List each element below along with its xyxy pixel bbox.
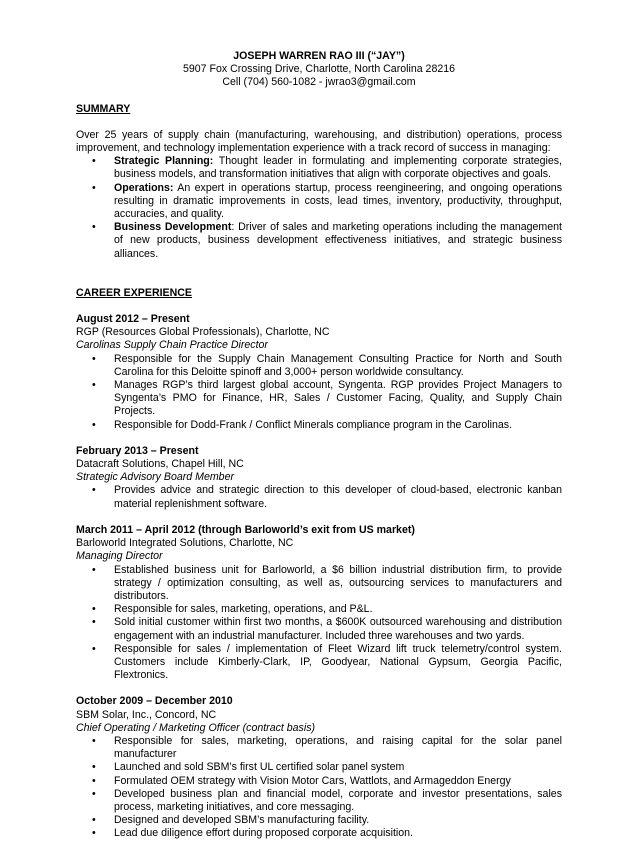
job-bullet: • Responsible for the Supply Chain Management Consulting Practice for North and South Carolina for this Deloitte spinoff and 3,000+ person worldwide consultancy. — [114, 353, 562, 379]
job-title: Carolinas Supply Chain Practice Director — [76, 339, 268, 352]
job-bullets — [76, 353, 562, 432]
job-company: SBM Solar, Inc., Concord, NC — [76, 708, 217, 721]
candidate-contact: Cell (704) 560-1082 - jwrao3@gmail.com — [222, 76, 416, 89]
bullet-lead: Operations: — [114, 181, 174, 194]
summary-bullet — [114, 221, 562, 261]
job-entry — [76, 445, 562, 511]
summary-heading: SUMMARY — [76, 102, 131, 115]
job-bullets — [76, 735, 562, 841]
job-company: Datacraft Solutions, Chapel Hill, NC — [76, 458, 244, 471]
job-dates: August 2012 – Present — [76, 313, 190, 326]
job-bullet: • Established business unit for Barloworld, a $6 billion industrial distribution firm, to provide strategy / optimization consulting, as well as, outsourcing services to manufacturers and distributors. — [114, 564, 562, 604]
bullet-text: An expert in operations startup, process reengineering, and ongoing operations resulting in dramatic improvements in costs, lead times, inventory, productivity, throughput, accuracies, and quality. — [114, 181, 562, 221]
bullet-lead: Strategic Planning: — [114, 155, 214, 168]
job-entry — [76, 313, 562, 432]
summary-bullet — [114, 155, 562, 181]
summary-intro: Over 25 years of supply chain (manufacturing, warehousing, and distribution) operations, process improvement, and technology implementation experience with a track record of success in managing: — [76, 128, 562, 155]
candidate-address: 5907 Fox Crossing Drive, Charlotte, North Carolina 28216 — [182, 63, 456, 76]
job-bullets — [76, 484, 562, 510]
resume-header — [76, 50, 562, 90]
job-company: RGP (Resources Global Professionals), Charlotte, NC — [76, 326, 330, 339]
job-dates: October 2009 – December 2010 — [76, 695, 233, 708]
bullet-lead: Business Development — [114, 221, 232, 234]
bullet-text: Thought leader in formulating and implementing corporate strategies, business models, and transformation initiatives that align with corporate objectives and goals. — [114, 155, 562, 181]
career-heading: CAREER EXPERIENCE — [76, 286, 192, 299]
job-dates: February 2013 – Present — [76, 444, 199, 457]
job-bullet: • Responsible for sales, marketing, operations, and raising capital for the solar panel manufacturer — [114, 735, 562, 761]
job-bullet: • Manages RGP’s third largest global account, Syngenta. RGP provides Project Managers to Syngenta’s PMO for Finance, HR, Sales / Customer Facing, Quality, and Supply Chain Projects. — [114, 379, 562, 419]
job-bullets — [76, 564, 562, 683]
job-bullet: • Formulated OEM strategy with Vision Motor Cars, Wattlots, and Armageddon Energy — [114, 775, 562, 788]
job-bullet: • Sold initial customer within first two months, a $600K outsourced warehousing and distribution engagement with an industrial manufacturer. Included three warehouses and two yards. — [114, 616, 562, 642]
summary-bullets — [76, 155, 562, 261]
job-bullet: • Launched and sold SBM’s first UL certified solar panel system — [114, 761, 562, 774]
job-entry — [76, 695, 562, 840]
job-bullet: • Developed business plan and financial model, corporate and investor presentations, sales process, marketing initiatives, and core messaging. — [114, 788, 562, 814]
job-entry — [76, 524, 562, 682]
job-title: Strategic Advisory Board Member — [76, 471, 234, 484]
job-bullet: • Provides advice and strategic direction to this developer of cloud-based, electronic kanban material replenishment software. — [114, 484, 562, 510]
bullet-text: : Driver of sales and marketing operations including the management of new products, business development effectiveness initiatives, and strategic business alliances. — [114, 221, 562, 260]
job-bullet: • Responsible for sales, marketing, operations, and P&L. — [114, 603, 562, 616]
job-bullet: • Responsible for Dodd-Frank / Conflict Minerals compliance program in the Carolinas. — [114, 419, 562, 432]
job-dates: March 2011 – April 2012 (through Barloworld’s exit from US market) — [76, 523, 415, 536]
job-company: Barloworld Integrated Solutions, Charlotte, NC — [76, 537, 294, 550]
job-bullet: • Lead due diligence effort during proposed corporate acquisition. — [114, 827, 562, 840]
job-bullet: • Responsible for sales / implementation of Fleet Wizard lift truck telemetry/control system. Customers include Kimberly-Clark, IP, Goodyear, National Gypsum, Georgia Pacific, Flextronics. — [114, 643, 562, 683]
job-title: Chief Operating / Marketing Officer (contract basis) — [76, 721, 316, 734]
candidate-name: JOSEPH WARREN RAO III (“JAY”) — [233, 50, 405, 62]
job-title: Managing Director — [76, 550, 163, 563]
job-bullet: • Designed and developed SBM’s manufacturing facility. — [114, 814, 562, 827]
summary-bullet — [114, 182, 562, 222]
